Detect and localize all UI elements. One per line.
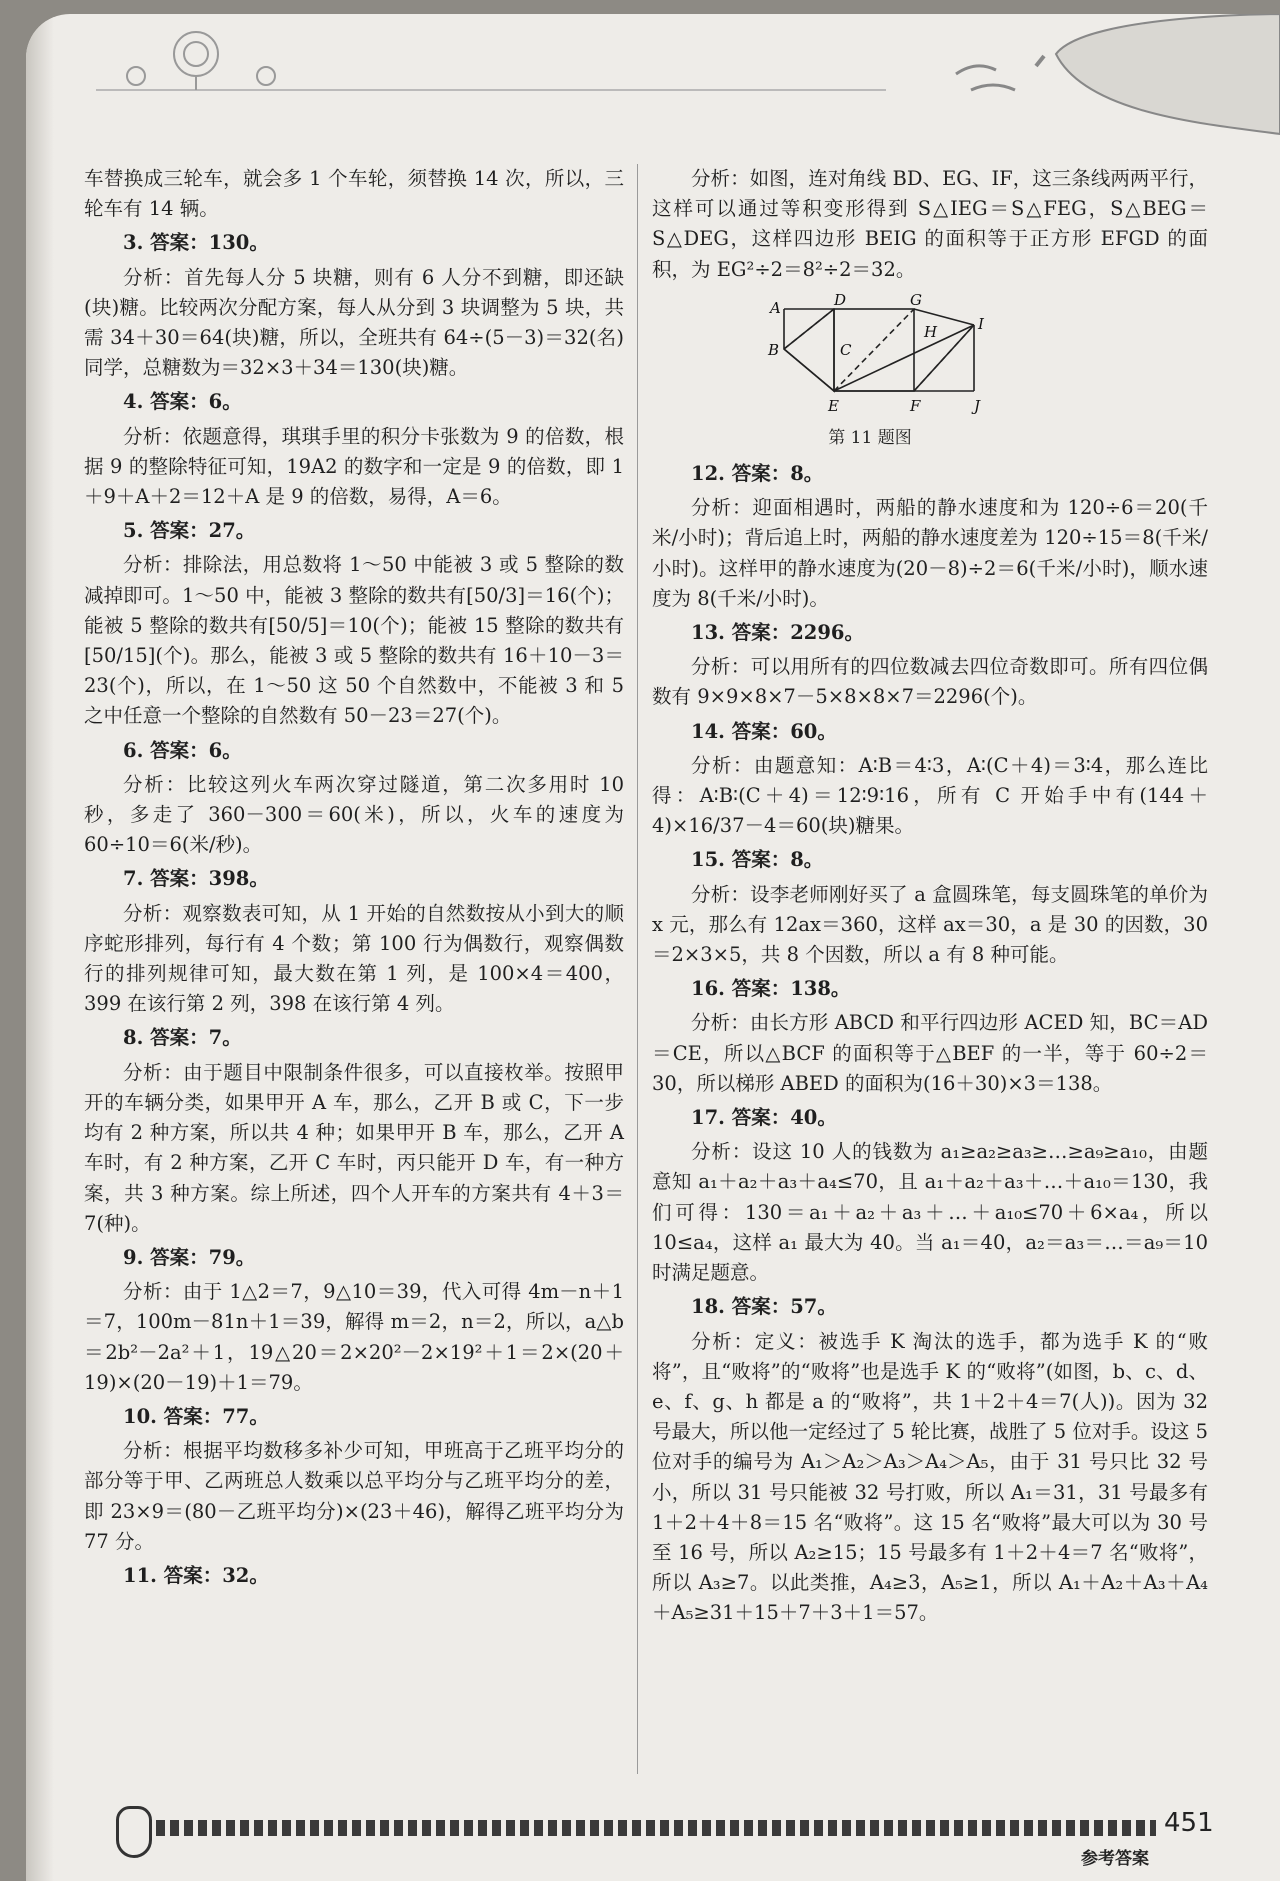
answer-heading: 10. 答案：77。 (123, 1404, 269, 1428)
paragraph: 分析：排除法，用总数将 1～50 中能被 3 或 5 整除的数减掉即可。1～50 中，能被 3 整除的数共有[50/3]＝16(个)；能被 5 整除的数共有[50/5]＝10(个)；能被 15 整除的数共有[50/15](个)。那么，能被 3 或 5 整除的数共有 16＋10－3＝23(个)，所以，在 1～50 这 50 个自然数中，不能被 3 和 5 之中任意一个整除的自然数有 50－23＝27(个)。 (84, 553, 624, 728)
label-E: E (828, 396, 839, 415)
answer-heading: 5. 答案：27。 (123, 519, 256, 543)
right-column (652, 164, 1208, 1633)
label-H: H (924, 322, 938, 341)
paragraph: 分析：如图，连对角线 BD、EG、IF，这三条线两两平行，这样可以通过等积变形得到 S△IEG＝S△FEG，S△BEG＝S△DEG，这样四边形 BEIG 的面积等于正方形 EFGD 的面积，为 EG²÷2＝8²÷2＝32。 (652, 167, 1208, 281)
answer-heading: 16. 答案：138。 (691, 977, 851, 1001)
answer-heading: 18. 答案：57。 (691, 1295, 837, 1319)
answer-heading: 9. 答案：79。 (123, 1245, 256, 1269)
label-J: J (974, 396, 981, 415)
page-footer (116, 1800, 1246, 1869)
paragraph: 分析：由于 1△2＝7，9△10＝39，代入可得 4m－n＋1＝7，100m－81n＋1＝39，解得 m＝2，n＝2，所以，a△b＝2b²－2a²＋1，19△20＝2×20²－2×19²＋1＝2×(20＋19)×(20－19)＋1＝79。 (84, 1280, 624, 1394)
book-page (26, 14, 1280, 1881)
answer-heading: 14. 答案：60。 (691, 719, 837, 743)
answer-heading: 13. 答案：2296。 (691, 621, 864, 645)
paragraph: 分析：定义：被选手 K 淘汰的选手，都为选手 K 的“败将”，且“败将”的“败将”也是选手 K 的“败将”(如图，b、c、d、e、f、g、h 都是 a 的“败将”，共 1＋2＋4＝7(人))。因为 32 号最大，所以他一定经过了 5 轮比赛，战胜了 5 位对手。设这 5 位对手的编号为 A₁＞A₂＞A₃＞A₄＞A₅，由于 31 号只比 32 号小，所以 31 号只能被 32 号打败，所以 A₁＝31，31 号最多有 1＋2＋4＋8＝15 名“败将”。这 15 名“败将”最大可以为 30 号至 16 号，所以 A₂≥15；15 号最多有 1＋2＋4＝7 名“败将”，所以 A₃≥7。以此类推，A₄≥3，A₅≥1，所以 A₁＋A₂＋A₃＋A₄＋A₅≥31＋15＋7＋3＋1＝57。 (652, 1329, 1208, 1625)
footer-dash-rule (156, 1820, 1156, 1836)
answer-heading: 8. 答案：7。 (123, 1026, 242, 1050)
paragraph: 分析：迎面相遇时，两船的静水速度和为 120÷6＝20(千米/小时)；背后追上时，两船的静水速度差为 120÷15＝8(千米/小时)。这样甲的静水速度为(20－8)÷2＝6(千米/小时)，顺水速度为 8(千米/小时)。 (652, 496, 1208, 610)
section-label: 参考答案 (1081, 1849, 1149, 1869)
paragraph: 分析：可以用所有的四位数减去四位奇数即可。所有四位偶数有 9×9×8×7－5×8×8×7＝2296(个)。 (652, 655, 1208, 709)
paragraph: 分析：由长方形 ABCD 和平行四边形 ACED 知，BC＝AD＝CE，所以△BCF 的面积等于△BEF 的一半，等于 60÷2＝30，所以梯形 ABED 的面积为(16＋30)×3＝138。 (652, 1011, 1208, 1095)
paragraph: 分析：首先每人分 5 块糖，则有 6 人分不到糖，即还缺(块)糖。比较两次分配方案，每人从分到 3 块调整为 5 块，共需 34＋30＝64(块)糖，所以，全班共有 64÷(5－3)＝32(名)同学，总糖数为＝32×3＋34＝130(块)糖。 (84, 265, 624, 380)
paragraph: 分析：设这 10 人的钱数为 a₁≥a₂≥a₃≥…≥a₉≥a₁₀，由题意知 a₁＋a₂＋a₃＋a₄≤70，且 a₁＋a₂＋a₃＋…＋a₁₀＝130，我们可得：130＝a₁＋a₂＋a₃＋…＋a₁₀≤70＋6×a₄，所以 10≤a₄，这样 a₁ 最大为 40。当 a₁＝40，a₂＝a₃＝…＝a₉＝10 时满足题意。 (652, 1140, 1208, 1285)
page-number: 451 (1164, 1808, 1214, 1838)
geometry-diagram (764, 291, 1064, 421)
figure-caption: 第 11 题图 (828, 427, 912, 448)
answer-heading: 4. 答案：6。 (123, 390, 242, 414)
label-I: I (978, 314, 984, 333)
label-B: B (768, 340, 780, 359)
bookmark-icon (116, 1806, 152, 1858)
label-D: D (834, 290, 847, 309)
label-F: F (910, 396, 921, 415)
paragraph: 分析：比较这列火车两次穿过隧道，第二次多用时 10 秒，多走了 360－300＝60(米)，所以，火车的速度为 60÷10＝6(米/秒)。 (84, 772, 624, 857)
paragraph: 分析：根据平均数移多补少可知，甲班高于乙班平均分的部分等于甲、乙两班总人数乘以总平均分与乙班平均分的差，即 23×9＝(80－乙班平均分)×(23＋46)，解得乙班平均分为 77 分。 (84, 1439, 624, 1553)
answer-heading: 17. 答案：40。 (691, 1106, 837, 1130)
label-C: C (840, 340, 852, 359)
answer-heading: 7. 答案：398。 (123, 867, 269, 891)
paragraph: 车替换成三轮车，就会多 1 个车轮，须替换 14 次，所以，三轮车有 14 辆。 (84, 167, 624, 221)
answer-heading: 6. 答案：6。 (123, 738, 242, 762)
figure-11 (764, 291, 1064, 421)
page-gutter-shadow (26, 14, 54, 1881)
paragraph: 分析：由于题目中限制条件很多，可以直接枚举。按照甲开的车辆分类，如果甲开 A 车，那么，乙开 B 或 C，下一步均有 2 种方案，所以共 4 种；如果甲开 B 车，那么，乙开 A 车时，有 2 种方案，乙开 C 车时，丙只能开 D 车，有一种方案，共 3 种方案。综上所述，四个人开车的方案共有 4＋3＝7(种)。 (84, 1060, 624, 1235)
answer-heading: 15. 答案：8。 (691, 848, 824, 872)
paragraph: 分析：由题意知：A∶B＝4∶3，A∶(C＋4)＝3∶4，那么连比得：A∶B∶(C＋4)＝12∶9∶16，所有 C 开始手中有(144＋4)×16/37－4＝60(块)糖果。 (652, 753, 1208, 838)
header-decoration (26, 14, 1280, 154)
paragraph: 分析：设李老师刚好买了 a 盒圆珠笔，每支圆珠笔的单价为 x 元，那么有 12ax＝360，这样 ax＝30，a 是 30 的因数，30＝2×3×5，共 8 个因数，所以 a 有 8 种可能。 (652, 882, 1208, 967)
column-divider (637, 164, 638, 1774)
left-column (84, 164, 624, 1595)
answer-heading: 3. 答案：130。 (123, 231, 269, 255)
answer-heading: 11. 答案：32。 (123, 1563, 269, 1587)
answer-heading: 12. 答案：8。 (691, 462, 824, 486)
label-A: A (770, 298, 781, 317)
label-G: G (910, 290, 922, 309)
paragraph: 分析：观察数表可知，从 1 开始的自然数按从小到大的顺序蛇形排列，每行有 4 个数；第 100 行为偶数行，观察偶数行的排列规律可知，最大数在第 1 列，是 100×4＝400，399 在该行第 2 列，398 在该行第 4 列。 (84, 901, 624, 1016)
paragraph: 分析：依题意得，琪琪手里的积分卡张数为 9 的倍数，根据 9 的整除特征可知，19A2 的数字和一定是 9 的倍数，即 1＋9＋A＋2＝12＋A 是 9 的倍数，易得，A＝6。 (84, 424, 624, 509)
